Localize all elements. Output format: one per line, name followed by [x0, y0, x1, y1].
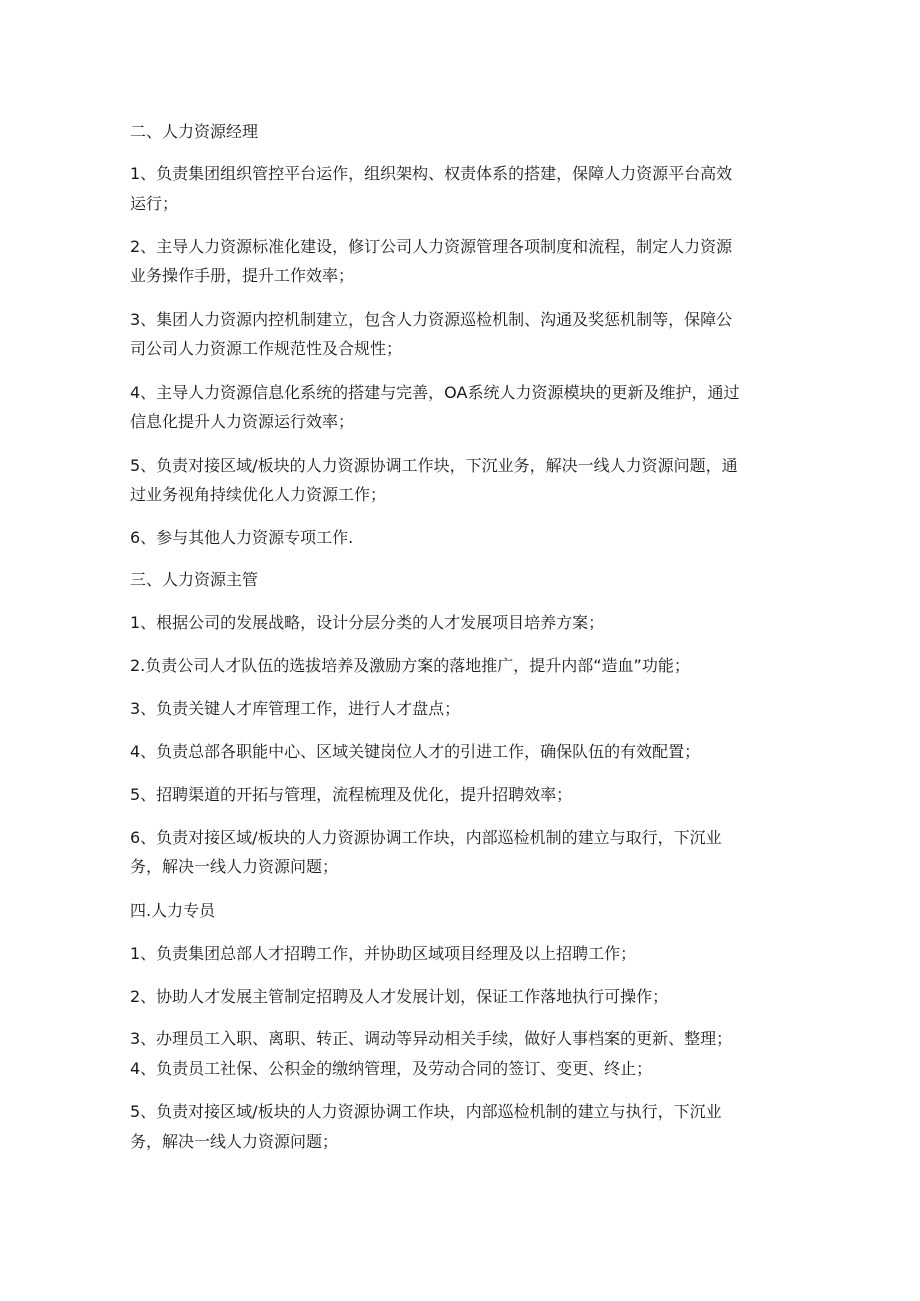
list-item-line: 4、负责总部各职能中心、区域关键岗位人才的引进工作，确保队伍的有效配置； — [130, 742, 701, 761]
list-item-line: 2、协助人才发展主管制定招聘及人才发展计划，保证工作落地执行可操作； — [130, 987, 669, 1006]
list-item-line: 5、招聘渠道的开拓与管理，流程梳理及优化，提升招聘效率； — [130, 785, 573, 804]
list-item-line: 司公司人力资源工作规范性及合规性； — [130, 339, 403, 358]
list-item-line: 1、负责集团总部人才招聘工作，并协助区域项目经理及以上招聘工作； — [130, 944, 637, 963]
list-item-line: 业务操作手册，提升工作效率； — [130, 266, 355, 285]
list-item-line: 过业务视角持续优化人力资源工作； — [130, 485, 387, 504]
list-item-line: 3、集团人力资源内控机制建立，包含人力资源巡检机制、沟通及奖惩机制等，保障公 — [130, 310, 733, 329]
list-item-line: 3、负责关键人才库管理工作，进行人才盘点； — [130, 699, 461, 718]
list-item-line: 5、负责对接区域/板块的人力资源协调工作块，内部巡检机制的建立与执行，下沉业 — [130, 1102, 722, 1121]
list-item-line: 2、主导人力资源标准化建设，修订公司人力资源管理各项制度和流程，制定人力资源 — [130, 237, 733, 256]
list-item-line: 务，解决一线人力资源问题； — [130, 857, 339, 876]
list-item-line: 6、参与其他人力资源专项工作. — [130, 528, 354, 547]
list-item-line: 务，解决一线人力资源问题； — [130, 1132, 339, 1151]
section-heading: 四.人力专员 — [130, 901, 216, 920]
list-item-line: 1、负责集团组织管控平台运作，组织架构、权责体系的搭建，保障人力资源平台高效 — [130, 164, 733, 183]
list-item-line: 信息化提升人力资源运行效率； — [130, 412, 355, 431]
section-heading: 三、人力资源主管 — [130, 570, 259, 589]
list-item-line: 4、主导人力资源信息化系统的搭建与完善，OA系统人力资源模块的更新及维护，通过 — [130, 383, 740, 402]
list-item-line: 2.负责公司人才队伍的选拔培养及激励方案的落地推广，提升内部“造血”功能； — [130, 656, 690, 675]
list-item-line: 运行； — [130, 194, 179, 213]
list-item-line: 5、负责对接区域/板块的人力资源协调工作块，下沉业务，解决一线人力资源问题，通 — [130, 456, 738, 475]
list-item-line: 1、根据公司的发展战略，设计分层分类的人才发展项目培养方案； — [130, 613, 605, 632]
list-item-line: 4、负责员工社保、公积金的缴纳管理，及劳动合同的签订、变更、终止； — [130, 1059, 653, 1078]
list-item-line: 3、办理员工入职、离职、转正、调动等异动相关手续，做好人事档案的更新、整理； — [130, 1029, 733, 1048]
list-item-line: 6、负责对接区域/板块的人力资源协调工作块，内部巡检机制的建立与取行，下沉业 — [130, 828, 722, 847]
section-heading: 二、人力资源经理 — [130, 122, 259, 141]
